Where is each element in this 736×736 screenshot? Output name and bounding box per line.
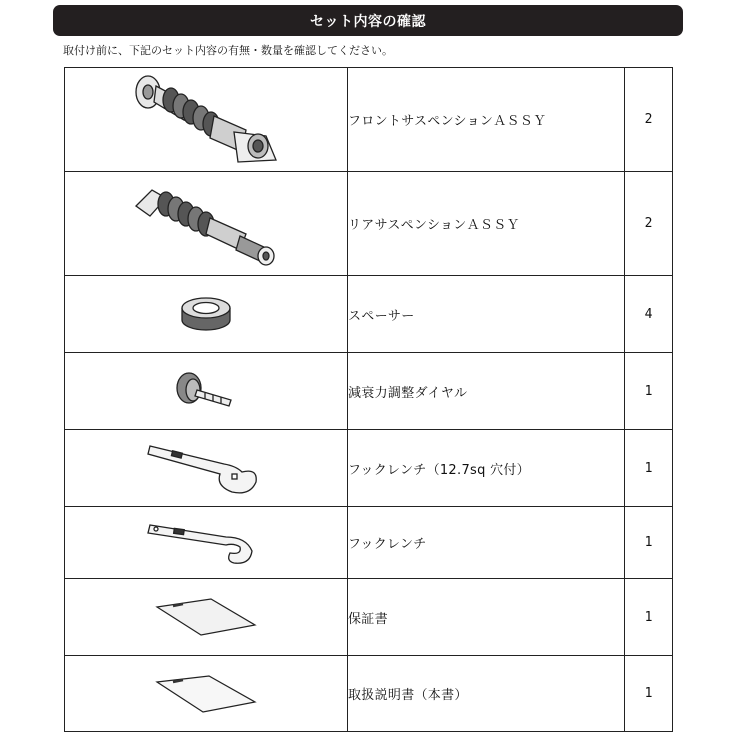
table-row bbox=[65, 68, 673, 172]
table-row bbox=[65, 507, 673, 579]
item-image-cell bbox=[65, 172, 348, 276]
item-image-cell bbox=[65, 353, 348, 430]
section-header bbox=[53, 5, 683, 36]
item-image-cell bbox=[65, 507, 348, 579]
item-quantity: 1 bbox=[625, 430, 673, 507]
item-image-cell bbox=[65, 579, 348, 656]
section-title: セット内容の確認 bbox=[310, 13, 426, 30]
item-name: スペーサー bbox=[348, 276, 625, 353]
item-quantity: 1 bbox=[625, 507, 673, 579]
item-name: 減衰力調整ダイヤル bbox=[348, 353, 625, 430]
warranty-card-icon bbox=[151, 595, 261, 639]
item-name: 保証書 bbox=[348, 579, 625, 656]
item-quantity: 1 bbox=[625, 579, 673, 656]
table-row bbox=[65, 430, 673, 507]
hook-wrench-icon bbox=[146, 517, 266, 569]
item-name: リアサスペンションＡＳＳＹ bbox=[348, 172, 625, 276]
spacer-icon bbox=[176, 292, 236, 336]
hook-wrench-square-hole-icon bbox=[146, 438, 266, 498]
damping-dial-icon bbox=[171, 366, 241, 416]
table-row bbox=[65, 276, 673, 353]
contents-table bbox=[64, 67, 673, 732]
item-quantity: 1 bbox=[625, 656, 673, 732]
item-name: フロントサスペンションＡＳＳＹ bbox=[348, 68, 625, 172]
instruction-manual-icon bbox=[151, 672, 261, 716]
item-image-cell bbox=[65, 656, 348, 732]
front-suspension-icon bbox=[126, 72, 286, 168]
rear-suspension-icon bbox=[126, 176, 286, 272]
item-name: フックレンチ（12.7sq 穴付） bbox=[348, 430, 625, 507]
item-name: フックレンチ bbox=[348, 507, 625, 579]
item-image-cell bbox=[65, 276, 348, 353]
item-quantity: 1 bbox=[625, 353, 673, 430]
intro-text: 取付け前に、下記のセット内容の有無・数量を確認してください。 bbox=[63, 44, 393, 57]
item-quantity: 2 bbox=[625, 68, 673, 172]
item-image-cell bbox=[65, 68, 348, 172]
table-row bbox=[65, 656, 673, 732]
item-name: 取扱説明書（本書） bbox=[348, 656, 625, 732]
item-quantity: 2 bbox=[625, 172, 673, 276]
item-image-cell bbox=[65, 430, 348, 507]
item-quantity: 4 bbox=[625, 276, 673, 353]
table-row bbox=[65, 172, 673, 276]
table-row bbox=[65, 579, 673, 656]
table-row bbox=[65, 353, 673, 430]
